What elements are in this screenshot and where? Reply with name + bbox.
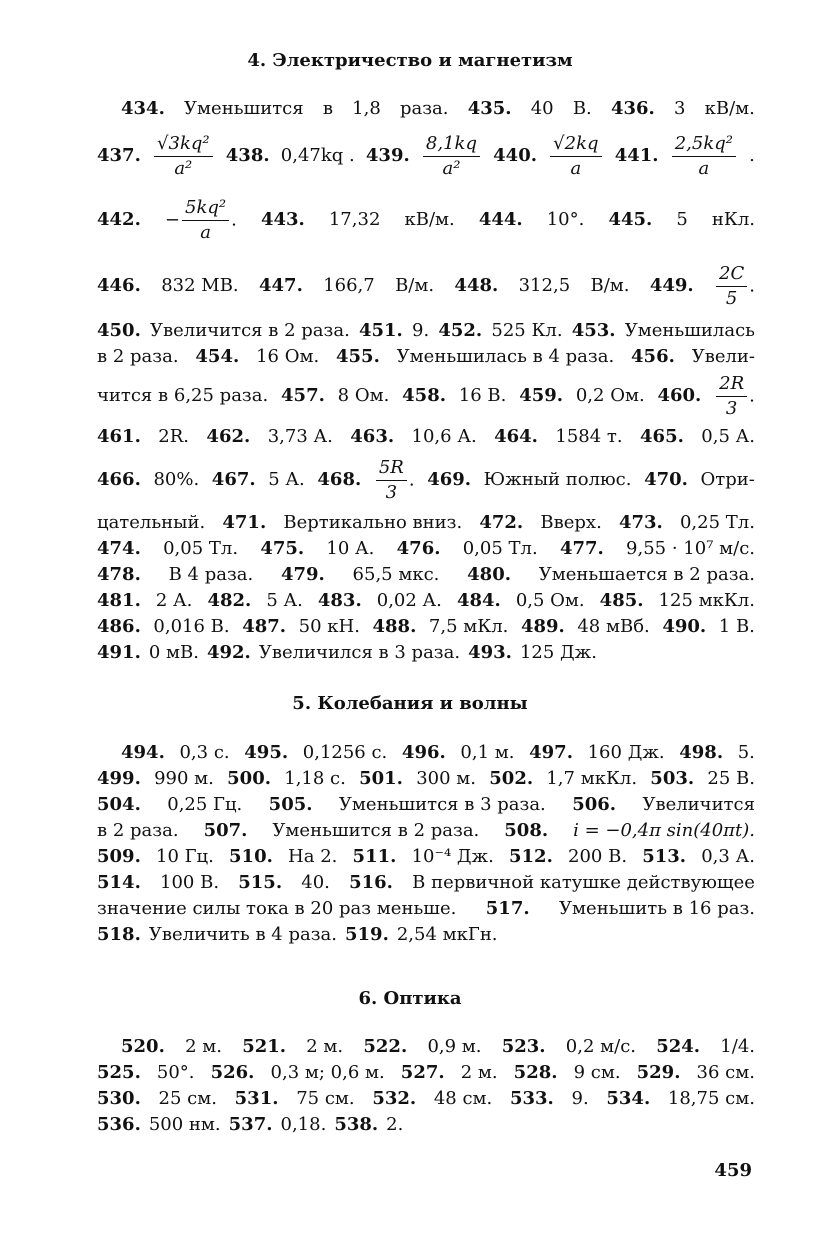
section-title-optics: 6. Оптика	[358, 988, 462, 1009]
answer-line: 518. Увеличить в 4 раза. 519. 2,54 мкГн.	[97, 924, 498, 945]
answer-line: чится в 6,25 раза. 457. 8 Ом. 458. 16 В. 459. 0,2 Ом. 460. $\frac{2R}{3}$ .	[97, 372, 755, 419]
answer-line: в 2 раза. 507. Уменьшится в 2 раза. 508. i = −0,4π sin(40πt).	[97, 820, 755, 841]
answer-line: 520. 2 м. 521. 2 м. 522. 0,9 м. 523. 0,2 м/с. 524. 1/4.	[121, 1036, 755, 1057]
fraction: $\frac{2R}{3}$	[716, 372, 747, 421]
answer-line: 481. 2 А. 482. 5 А. 483. 0,02 А. 484. 0,5 Ом. 485. 125 мкКл.	[97, 590, 755, 611]
fraction: $\frac{8,1kq}{\text{a²}}$	[423, 132, 480, 181]
answer-line: 525. 50°. 526. 0,3 м; 0,6 м. 527. 2 м. 528. 9 см. 529. 36 см.	[97, 1062, 755, 1083]
answers-section-5	[97, 740, 755, 948]
answer-line: 494. 0,3 с. 495. 0,1256 с. 496. 0,1 м. 497. 160 Дж. 498. 5.	[121, 742, 755, 763]
answer-line: 437. $\frac{\text{√3kq²}}{\text{a²}}$ 438. 0,47kq . 439. $\frac{8,1kq}{\text{a²}}$ 440. $\frac{√2kq}{a}$ 441. $\frac{\text{2,5kq²}}{a}$ .	[97, 132, 755, 179]
answer-line: 446. 832 МВ. 447. 166,7 В/м. 448. 312,5 В/м. 449. $\frac{2C}{5}$ .	[97, 262, 755, 309]
answer-line: 536. 500 нм. 537. 0,18. 538. 2.	[97, 1114, 404, 1135]
answer-line: 442. − $\frac{\text{5kq²}}{a}$ . 443. 17,32 кВ/м. 444. 10°. 445. 5 нКл.	[97, 196, 755, 243]
answer-line: 434. Уменьшится в 1,8 раза. 435. 40 В. 436. 3 кВ/м.	[121, 98, 755, 119]
answer-line: цательный. 471. Вертикально вниз. 472. Вверх. 473. 0,25 Тл.	[97, 512, 755, 533]
fraction: $\frac{2C}{5}$	[716, 262, 747, 311]
answer-line: 514. 100 В. 515. 40. 516. В первичной катушке действующее	[97, 872, 755, 893]
section-title-electricity: 4. Электричество и магнетизм	[247, 50, 573, 71]
answer-line: 474. 0,05 Тл. 475. 10 А. 476. 0,05 Тл. 477. 9,55 · 10⁷ м/с.	[97, 538, 755, 559]
answer-line: 499. 990 м. 500. 1,18 с. 501. 300 м. 502. 1,7 мкКл. 503. 25 В.	[97, 768, 755, 789]
answers-section-6	[97, 1034, 755, 1138]
fraction: $\frac{\text{2,5kq²}}{a}$	[672, 132, 736, 181]
answer-line: 530. 25 см. 531. 75 см. 532. 48 см. 533. 9. 534. 18,75 см.	[97, 1088, 755, 1109]
fraction: $\frac{\text{5kq²}}{a}$	[182, 196, 229, 245]
fraction: $\frac{√2kq}{a}$	[550, 132, 601, 181]
page-number: 459	[714, 1160, 752, 1181]
answer-line: 491. 0 мВ. 492. Увеличился в 3 раза. 493. 125 Дж.	[97, 642, 597, 663]
answer-line: 478. В 4 раза. 479. 65,5 мкс. 480. Уменьшается в 2 раза.	[97, 564, 755, 585]
fraction: $\frac{\text{√3kq²}}{\text{a²}}$	[154, 132, 213, 181]
answer-line: в 2 раза. 454. 16 Ом. 455. Уменьшилась в 4 раза. 456. Увели-	[97, 346, 755, 367]
answers-section-4	[97, 96, 755, 666]
answer-line: 461. 2R. 462. 3,73 А. 463. 10,6 А. 464. 1584 т. 465. 0,5 А.	[97, 426, 755, 447]
answer-line: 466. 80%. 467. 5 А. 468. $\frac{5R}{3}$ . 469. Южный полюс. 470. Отри-	[97, 456, 755, 503]
answer-line: 509. 10 Гц. 510. На 2. 511. 10⁻⁴ Дж. 512. 200 В. 513. 0,3 А.	[97, 846, 755, 867]
answer-line: значение силы тока в 20 раз меньше. 517. Уменьшить в 16 раз.	[97, 898, 755, 919]
answer-line: 504. 0,25 Гц. 505. Уменьшится в 3 раза. 506. Увеличится	[97, 794, 755, 815]
answer-line: 450. Увеличится в 2 раза. 451. 9. 452. 525 Кл. 453. Уменьшилась	[97, 320, 755, 341]
fraction: $\frac{5R}{3}$	[376, 456, 407, 505]
section-title-oscillations: 5. Колебания и волны	[292, 693, 528, 714]
answer-line: 486. 0,016 В. 487. 50 кН. 488. 7,5 мКл. 489. 48 мВб. 490. 1 В.	[97, 616, 755, 637]
